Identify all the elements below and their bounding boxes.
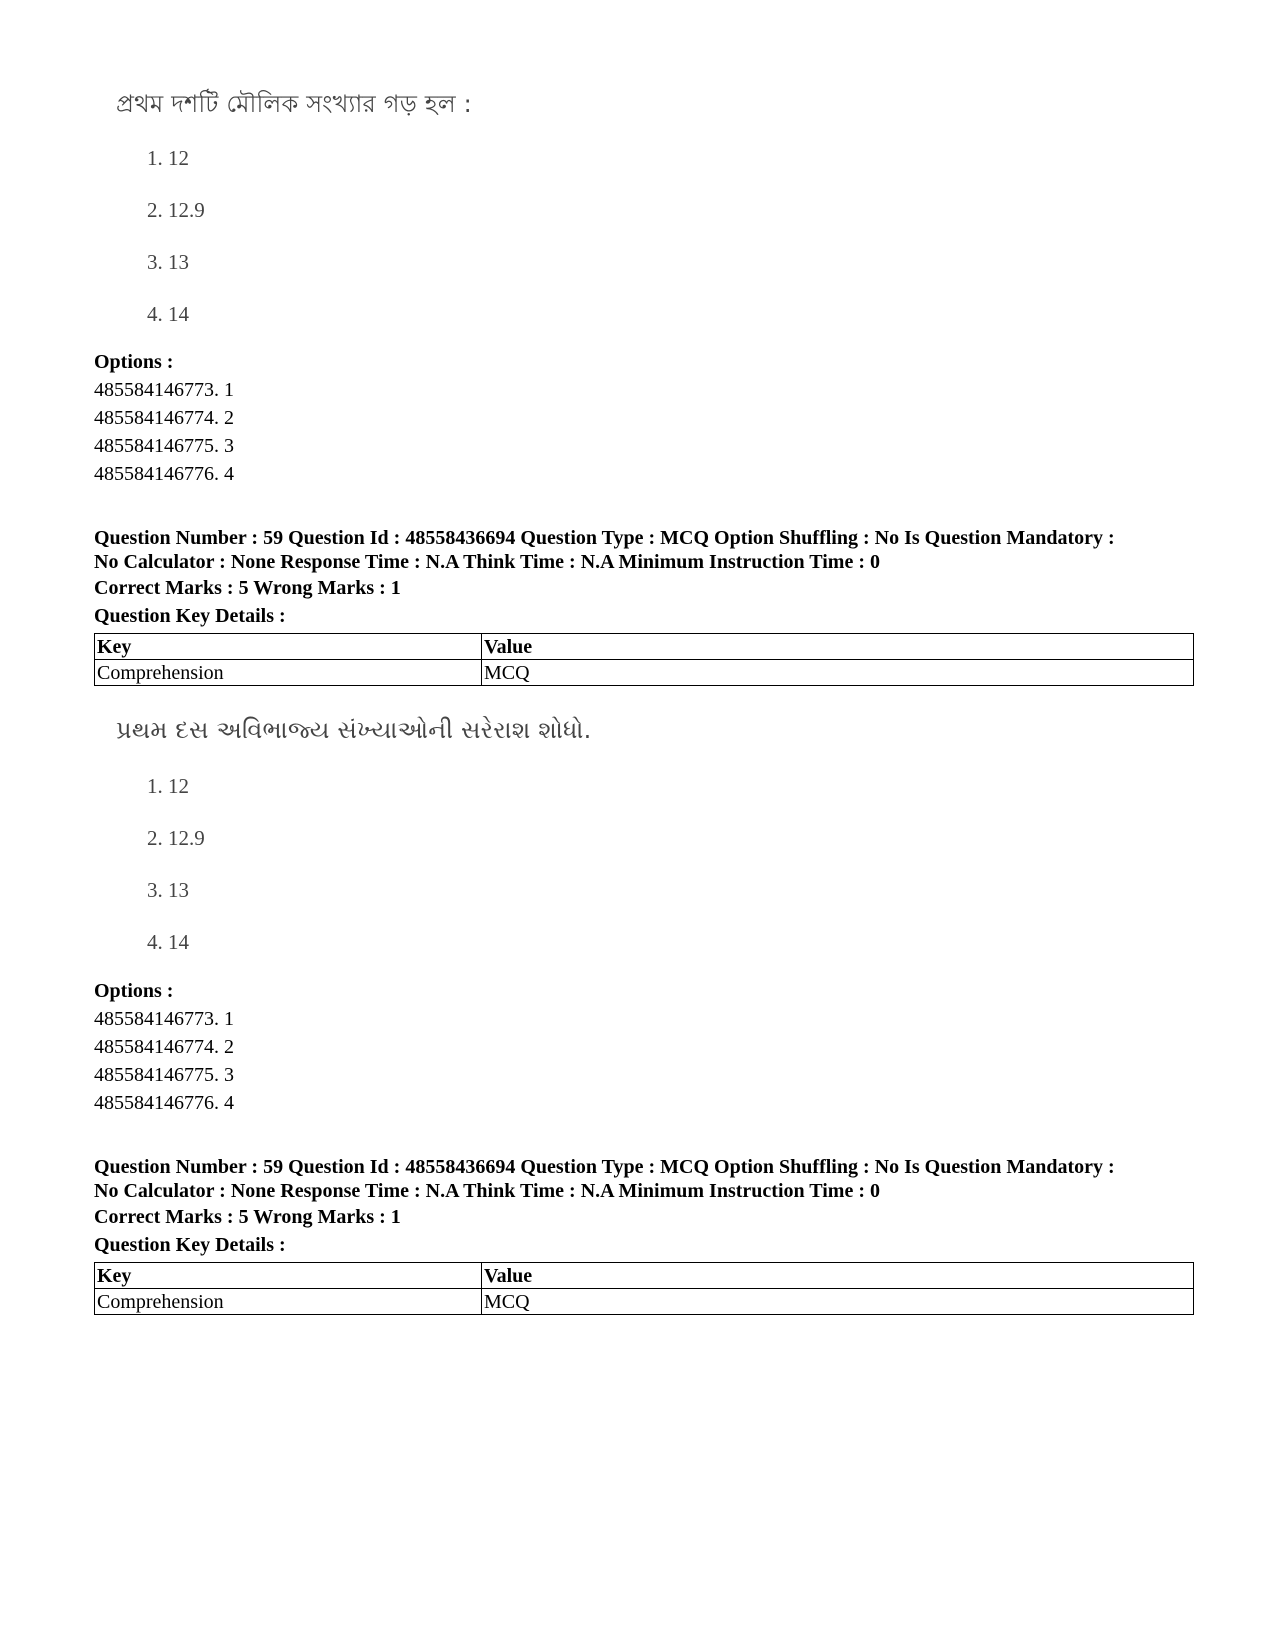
table-row [95, 660, 1194, 686]
question-meta-line-1: Question Number : 59 Question Id : 48558436694 Question Type : MCQ Option Shuffling : No Is Question Mandatory : [94, 1156, 1115, 1178]
choice-1: 1. 12 [147, 146, 189, 170]
option-line: 485584146773. 1 [94, 1008, 234, 1030]
marks-line: Correct Marks : 5 Wrong Marks : 1 [94, 577, 401, 599]
choice-4: 4. 14 [147, 302, 189, 326]
question-text-gujarati: પ્રથમ દસ અવિભાજ્ય સંખ્યાઓની સરેરાશ શોધો. [116, 716, 592, 744]
option-line: 485584146775. 3 [94, 1064, 234, 1086]
table-header-value: Value [482, 634, 1194, 660]
table-header-value: Value [482, 1263, 1194, 1289]
choice-3: 3. 13 [147, 878, 189, 902]
question-meta-line-2: No Calculator : None Response Time : N.A Think Time : N.A Minimum Instruction Time : 0 [94, 551, 880, 573]
table-header-key: Key [95, 634, 482, 660]
choice-1: 1. 12 [147, 774, 189, 798]
key-details-table [94, 1262, 1194, 1315]
question-text-bengali: প্রথম দশটি মৌলিক সংখ্যার গড় হল : [116, 90, 472, 118]
option-line: 485584146775. 3 [94, 435, 234, 457]
question-meta-line-1: Question Number : 59 Question Id : 48558436694 Question Type : MCQ Option Shuffling : No Is Question Mandatory : [94, 527, 1115, 549]
options-label: Options : [94, 980, 174, 1002]
question-meta-line-2: No Calculator : None Response Time : N.A Think Time : N.A Minimum Instruction Time : 0 [94, 1180, 880, 1202]
option-line: 485584146776. 4 [94, 463, 234, 485]
table-header-key: Key [95, 1263, 482, 1289]
table-header-row [95, 1263, 1194, 1289]
table-cell-value: MCQ [482, 660, 1194, 686]
key-details-label: Question Key Details : [94, 605, 286, 627]
question-meta [94, 526, 1204, 574]
table-cell-value: MCQ [482, 1289, 1194, 1315]
marks-line: Correct Marks : 5 Wrong Marks : 1 [94, 1206, 401, 1228]
table-cell-key: Comprehension [95, 660, 482, 686]
option-line: 485584146774. 2 [94, 1036, 234, 1058]
options-label: Options : [94, 351, 174, 373]
option-line: 485584146774. 2 [94, 407, 234, 429]
option-line: 485584146773. 1 [94, 379, 234, 401]
table-row [95, 1289, 1194, 1315]
choice-2: 2. 12.9 [147, 826, 205, 850]
option-line: 485584146776. 4 [94, 1092, 234, 1114]
question-meta [94, 1155, 1204, 1203]
key-details-label: Question Key Details : [94, 1234, 286, 1256]
table-header-row [95, 634, 1194, 660]
choice-4: 4. 14 [147, 930, 189, 954]
table-cell-key: Comprehension [95, 1289, 482, 1315]
key-details-table [94, 633, 1194, 686]
choice-3: 3. 13 [147, 250, 189, 274]
choice-2: 2. 12.9 [147, 198, 205, 222]
